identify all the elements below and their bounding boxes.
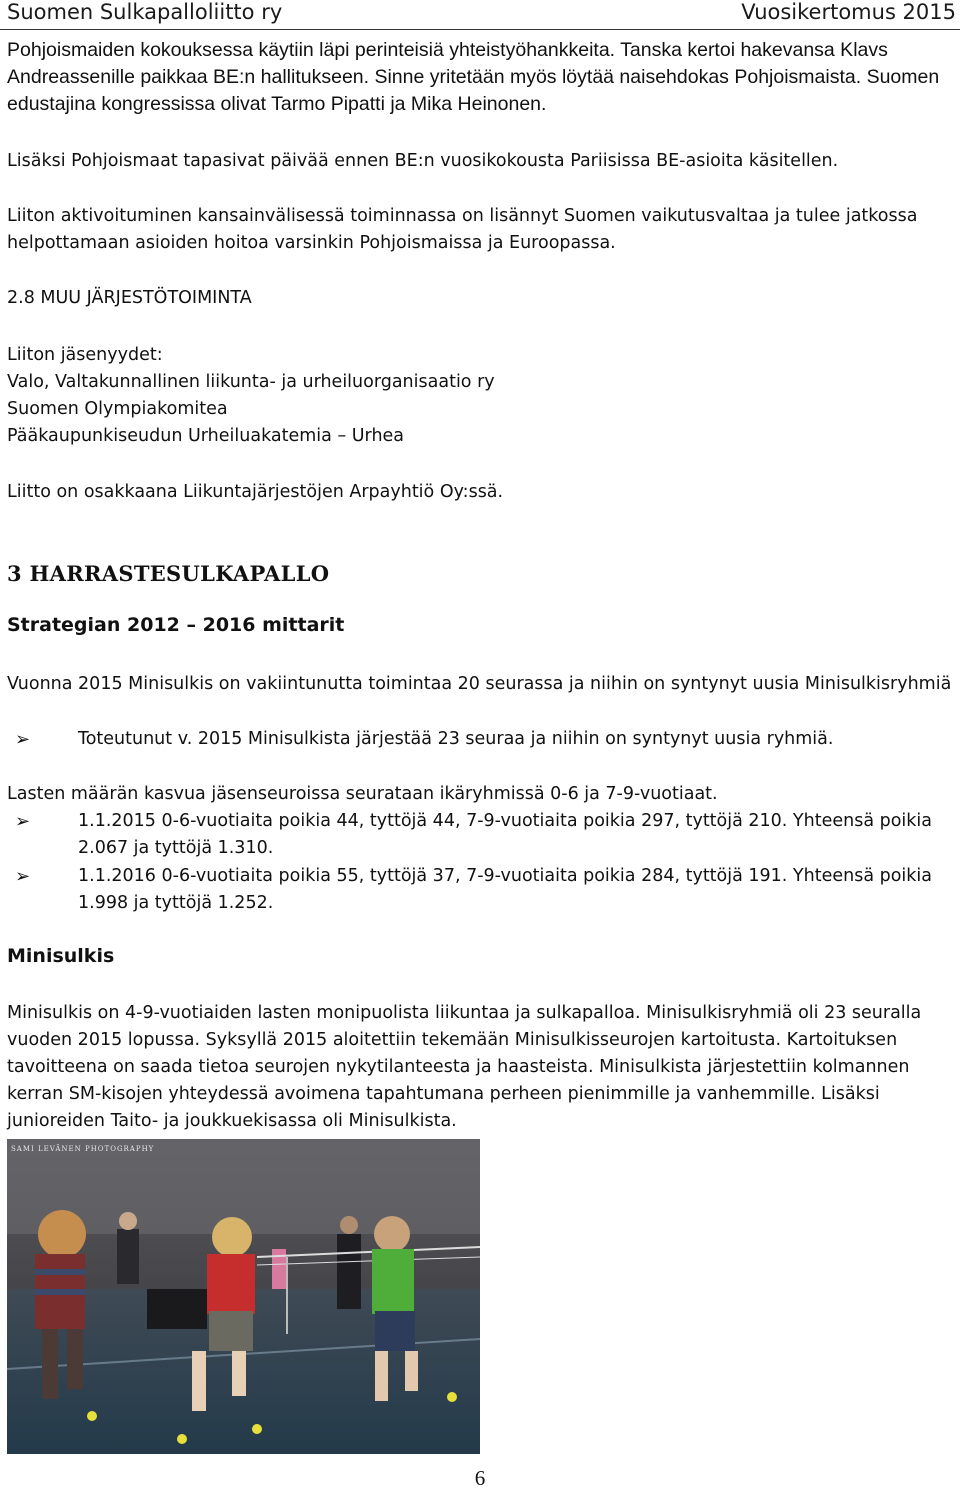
paragraph-paris-meeting: Lisäksi Pohjoismaat tapasivat päivää ennen BE:n vuosikokousta Pariisissa BE-asioita käsitellen.: [7, 151, 839, 171]
minisulkis-photo: [7, 1139, 480, 1454]
membership-item: Valo, Valtakunnallinen liikunta- ja urheiluorganisaatio ry: [7, 372, 495, 392]
paragraph-nordic-meeting: Pohjoismaiden kokouksessa käytiin läpi perinteisiä yhteistyöhankkeita. Tanska kertoi hakevansa Klavs Andreassenille paikkaa BE:n hallitukseen. Sinne yritetään myös löytää naisehdokas Pohjoismaista. Suomen edustajina kongressissa olivat Tarmo Pipatti ja Mika Heinonen.: [7, 39, 940, 115]
header-divider: [0, 29, 960, 30]
arrowhead-bullet-icon: ➢: [15, 811, 31, 832]
bullet-item: [7, 808, 952, 862]
page-header: [0, 0, 960, 30]
minisulkis-heading: Minisulkis: [7, 945, 115, 967]
bullet-item: [7, 726, 952, 753]
children-badminton-photo: [7, 1139, 480, 1454]
bullet-text: 1.1.2016 0-6-vuotiaita poikia 55, tyttöjä 37, 7-9-vuotiaita poikia 284, tyttöjä 191. Yhteensä poikia 1.998 ja tyttöjä 1.252.: [78, 866, 932, 913]
minisulkis-paragraph: Minisulkis on 4-9-vuotiaiden lasten monipuolista liikuntaa ja sulkapalloa. Minisulkisryhmiä oli 23 seuralla vuoden 2015 lopussa. Syksyllä 2015 aloitettiin tekemään Minisulkisseurojen kartoitusta. Kartoituksen tavoitteena on saada tietoa seurojen nykytilanteesta ja haasteista. Minisulkista järjestettiin kolmannen kerran SM-kisojen yhteydessä avoimena tapahtumana perheen pienimmille ja vanhemmille. Lisäksi junioreiden Taito- ja joukkuekisassa oli Minisulkista.: [7, 1003, 922, 1131]
header-org-name: Suomen Sulkapalloliitto ry: [7, 0, 283, 24]
arrowhead-bullet-icon: ➢: [15, 729, 31, 750]
memberships-label: Liiton jäsenyydet:: [7, 345, 163, 365]
section-3-heading: 3 HARRASTESULKAPALLO: [7, 561, 330, 586]
arpayhtio-statement: Liitto on osakkaana Liikuntajärjestöjen Arpayhtiö Oy:ssä.: [7, 482, 504, 502]
arrowhead-bullet-icon: ➢: [15, 866, 31, 887]
goal-minisulkis-clubs: Vuonna 2015 Minisulkis on vakiintunutta toimintaa 20 seurassa ja niihin on syntynyt uusia Minisulkisryhmiä: [7, 674, 952, 694]
bullet-item: [7, 863, 952, 917]
page-number: 6: [474, 1466, 486, 1490]
goal-children-growth: Lasten määrän kasvua jäsenseuroissa seurataan ikäryhmissä 0-6 ja 7-9-vuotiaat.: [7, 784, 718, 804]
membership-item: Pääkaupunkiseudun Urheiluakatemia – Urhea: [7, 426, 405, 446]
strategy-heading: Strategian 2012 – 2016 mittarit: [7, 614, 345, 636]
photo-watermark: SAMI LEVÄNEN PHOTOGRAPHY: [11, 1145, 155, 1153]
bullet-text: Toteutunut v. 2015 Minisulkista järjestää 23 seuraa ja niihin on syntynyt uusia ryhmiä.: [78, 729, 834, 749]
header-report-title: Vuosikertomus 2015: [741, 0, 956, 24]
section-2-8-heading: 2.8 MUU JÄRJESTÖTOIMINTA: [7, 288, 252, 308]
bullet-text: 1.1.2015 0-6-vuotiaita poikia 44, tyttöjä 44, 7-9-vuotiaita poikia 297, tyttöjä 210. Yhteensä poikia 2.067 ja tyttöjä 1.310.: [78, 811, 932, 858]
membership-item: Suomen Olympiakomitea: [7, 399, 228, 419]
paragraph-international-influence: Liiton aktivoituminen kansainvälisessä toiminnassa on lisännyt Suomen vaikutusvaltaa ja tulee jatkossa helpottamaan asioiden hoitoa varsinkin Pohjoismaissa ja Euroopassa.: [7, 206, 918, 253]
